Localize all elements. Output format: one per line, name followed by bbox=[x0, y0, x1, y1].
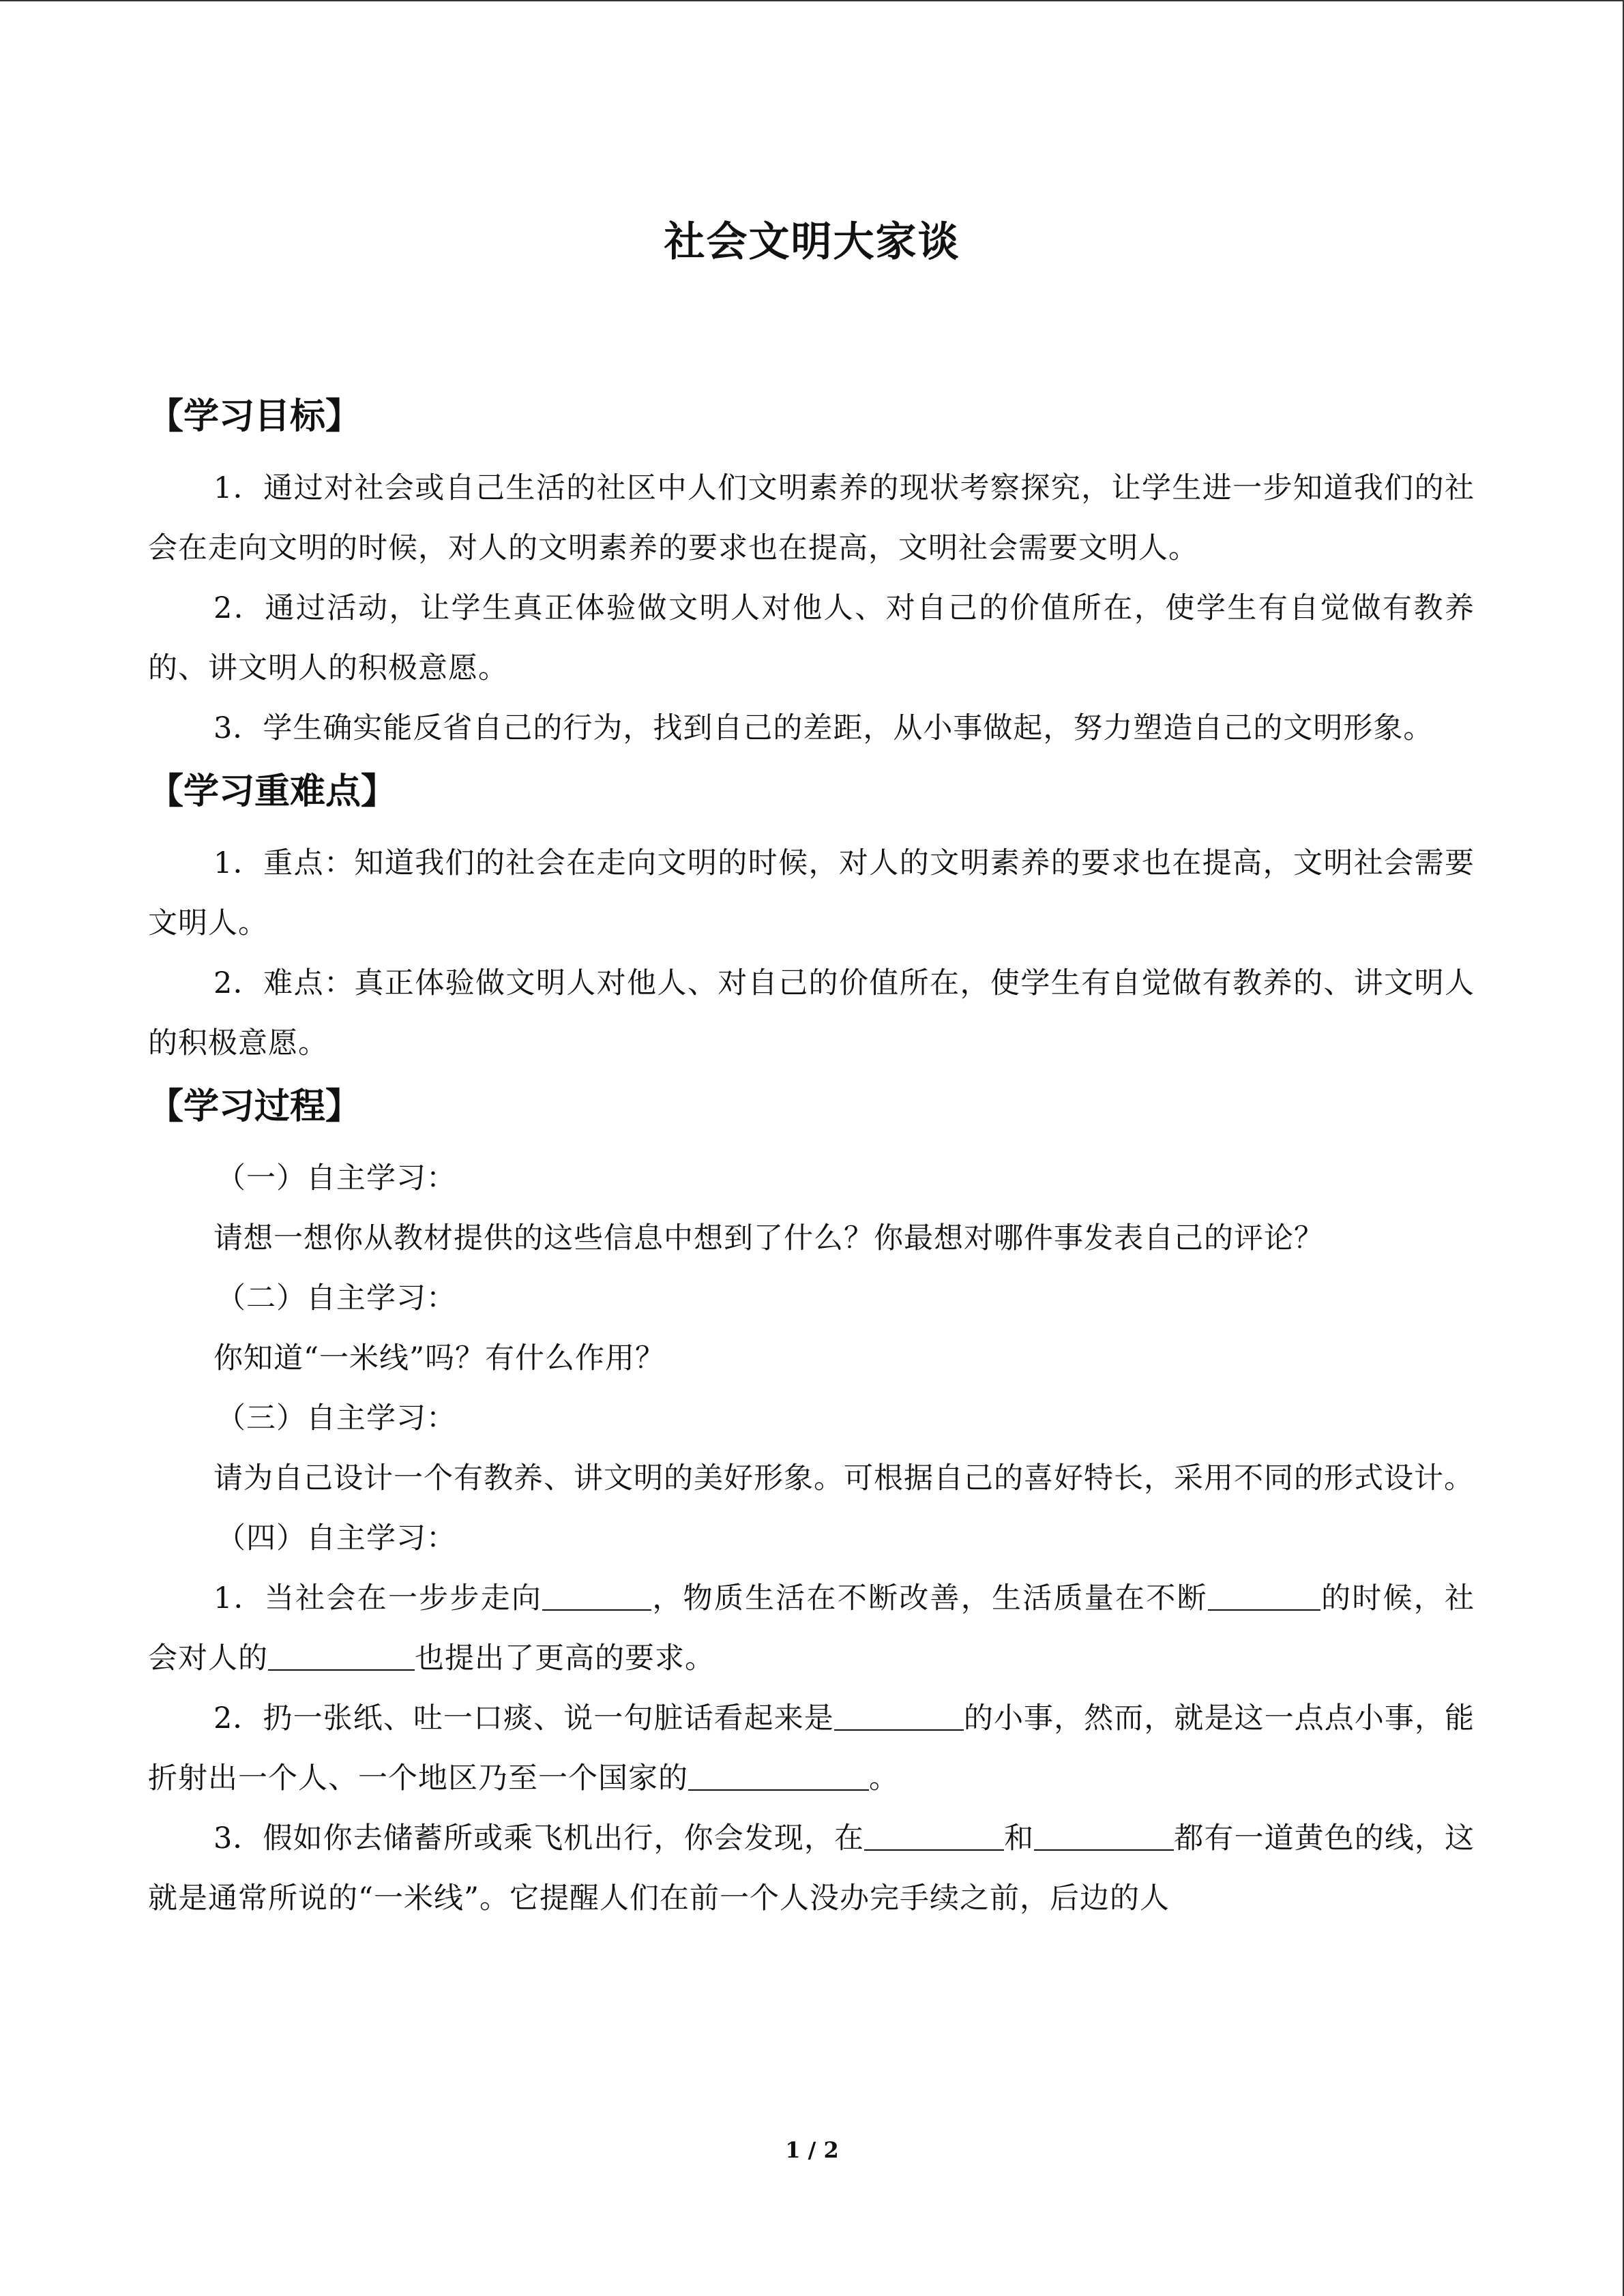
section-heading-process: 【学习过程】 bbox=[148, 1086, 361, 1127]
question-text: 2．扔一张纸、吐一口痰、说一句脏话看起来是 bbox=[213, 1701, 834, 1735]
question-text: 和 bbox=[1004, 1821, 1035, 1855]
answer-blank[interactable] bbox=[268, 1638, 415, 1671]
part-text: 你知道“一米线”吗？有什么作用？ bbox=[213, 1341, 665, 1375]
answer-blank[interactable] bbox=[688, 1758, 869, 1791]
page-title: 社会文明大家谈 bbox=[664, 218, 960, 266]
part-label: （四）自主学习： bbox=[216, 1521, 456, 1555]
answer-blank[interactable] bbox=[1034, 1818, 1174, 1851]
fill-blank-question bbox=[148, 1688, 1475, 1808]
goal-item: 3．学生确实能反省自己的行为，找到自己的差距，从小事做起，努力塑造自己的文明形象。 bbox=[213, 711, 1434, 745]
question-text: 1．当社会在一步步走向 bbox=[213, 1581, 543, 1615]
question-text: 。 bbox=[869, 1761, 899, 1795]
key-point-item: 2．难点：真正体验做文明人对他人、对自己的价值所在，使学生有自觉做有教养的、讲文明人的积极意愿。 bbox=[148, 966, 1475, 1060]
answer-blank[interactable] bbox=[1208, 1578, 1320, 1611]
part-label: （三）自主学习： bbox=[216, 1401, 456, 1435]
part-text: 请想一想你从教材提供的这些信息中想到了什么？你最想对哪件事发表自己的评论？ bbox=[213, 1221, 1324, 1255]
page-number: 1 / 2 bbox=[785, 2137, 839, 2163]
fill-blank-question bbox=[148, 1568, 1475, 1688]
question-text: 3．假如你去储蓄所或乘飞机出行，你会发现，在 bbox=[213, 1821, 865, 1855]
goal-item: 1．通过对社会或自己生活的社区中人们文明素养的现状考察探究，让学生进一步知道我们的社会在走向文明的时候，对人的文明素养的要求也在提高，文明社会需要文明人。 bbox=[148, 471, 1475, 565]
question-text: 也提出了更高的要求。 bbox=[415, 1641, 715, 1675]
section-heading-goals: 【学习目标】 bbox=[148, 396, 361, 437]
question-text: ，物质生活在不断改善，生活质量在不断 bbox=[651, 1581, 1208, 1615]
answer-blank[interactable] bbox=[834, 1698, 964, 1731]
answer-blank[interactable] bbox=[542, 1578, 651, 1611]
answer-blank[interactable] bbox=[864, 1818, 1004, 1851]
question-text: 都有一道黄色的线，这就是通常所说的“一米线”。它提醒人们在前一个人没办完手续之前，后边的人 bbox=[148, 1821, 1475, 1915]
part-text: 请为自己设计一个有教养、讲文明的美好形象。可根据自己的喜好特长，采用不同的形式设计。 bbox=[213, 1461, 1474, 1495]
fill-blank-question bbox=[148, 1808, 1475, 1928]
question-text: 的小事，然而，就是这一点点小事，能折射出一个人、一个地区乃至一个国家的 bbox=[148, 1701, 1475, 1795]
goal-item: 2．通过活动，让学生真正体验做文明人对他人、对自己的价值所在，使学生有自觉做有教养的、讲文明人的积极意愿。 bbox=[148, 591, 1475, 685]
question-text: 的时候，社会对人的 bbox=[148, 1581, 1475, 1675]
section-heading-key-points: 【学习重难点】 bbox=[148, 771, 397, 812]
key-point-item: 1．重点：知道我们的社会在走向文明的时候，对人的文明素养的要求也在提高，文明社会需要文明人。 bbox=[148, 846, 1475, 940]
part-label: （二）自主学习： bbox=[216, 1281, 456, 1315]
document-body bbox=[148, 383, 1475, 1928]
part-label: （一）自主学习： bbox=[216, 1161, 456, 1195]
